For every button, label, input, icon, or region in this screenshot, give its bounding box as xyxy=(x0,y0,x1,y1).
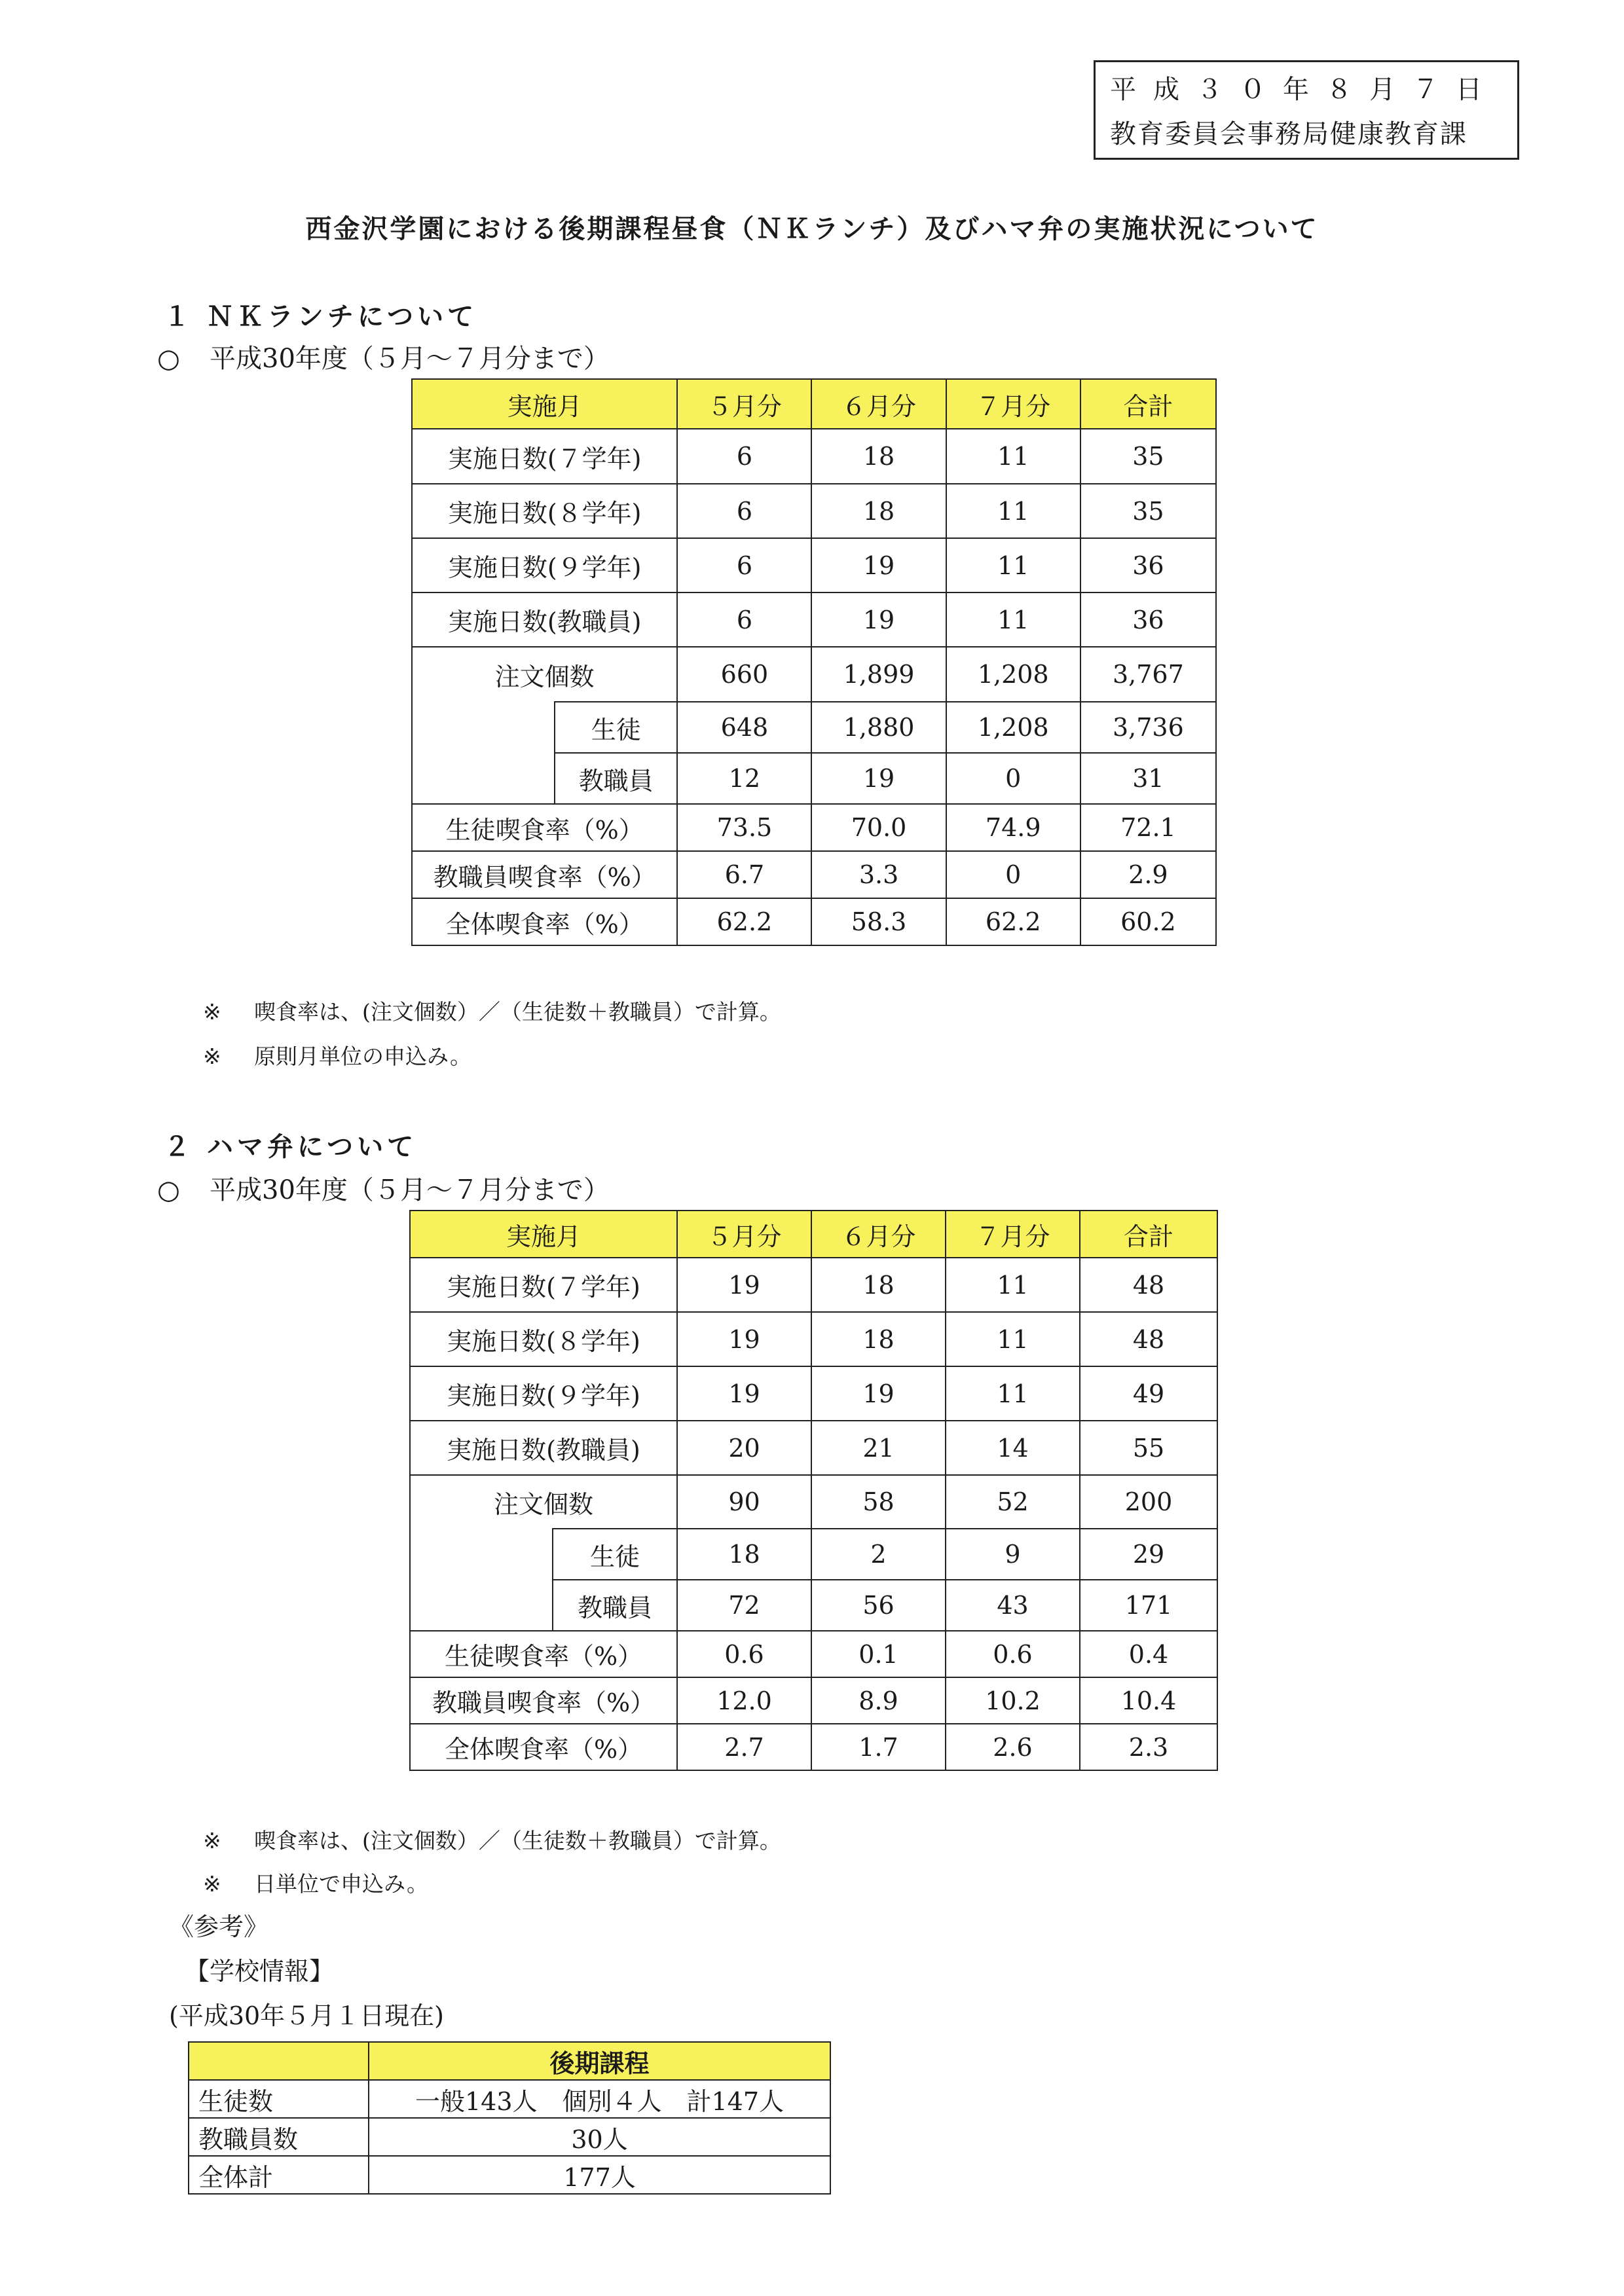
table-row xyxy=(189,2156,830,2194)
row-label: 生徒喫食率（%） xyxy=(412,804,677,851)
table-cell: 36 xyxy=(1080,538,1216,592)
header-cell: ７月分 xyxy=(946,1211,1080,1258)
row-label: 生徒 xyxy=(553,1529,677,1580)
row-label: 教職員数 xyxy=(189,2118,369,2156)
table-cell: 2.7 xyxy=(677,1724,811,1770)
row-label: 生徒 xyxy=(555,702,677,753)
row-label: 教職員 xyxy=(555,753,677,804)
row-label: 生徒数 xyxy=(189,2080,369,2118)
table-cell: 19 xyxy=(677,1366,811,1421)
table-cell: 2.9 xyxy=(1080,851,1216,898)
table-cell: 18 xyxy=(811,429,946,484)
date-box xyxy=(1094,60,1519,160)
table-cell: 49 xyxy=(1080,1366,1217,1421)
note-line xyxy=(203,995,781,1026)
table-cell: 0.4 xyxy=(1080,1631,1217,1677)
section2-period: 平成30年度（５月～７月分まで） xyxy=(210,1175,610,1205)
table-cell: 21 xyxy=(811,1421,946,1475)
header-cell: ６月分 xyxy=(811,1211,946,1258)
table-cell: 8.9 xyxy=(811,1677,946,1724)
table-cell: 73.5 xyxy=(677,804,811,851)
table-cell: 72 xyxy=(677,1580,811,1631)
table-cell: 36 xyxy=(1080,592,1216,647)
table-cell: 43 xyxy=(946,1580,1080,1631)
table-cell: 10.4 xyxy=(1080,1677,1217,1724)
table-cell: 11 xyxy=(946,1366,1080,1421)
row-label: 全体計 xyxy=(189,2156,369,2194)
row-label: 全体喫食率（%） xyxy=(410,1724,677,1770)
table-cell: 18 xyxy=(811,484,946,538)
row-label: 実施日数(８学年) xyxy=(410,1312,677,1366)
table-header-row xyxy=(412,379,1216,429)
table-cell: 19 xyxy=(811,538,946,592)
blank-cell xyxy=(410,1580,553,1631)
table-cell: 30人 xyxy=(369,2118,830,2156)
header-cell: 後期課程 xyxy=(369,2042,830,2080)
table-cell: 11 xyxy=(946,429,1080,484)
table-cell: 29 xyxy=(1080,1529,1217,1580)
as-of-date: (平成30年５月１日現在) xyxy=(169,2001,445,2030)
header-cell: ５月分 xyxy=(677,1211,811,1258)
note-text: 原則月単位の申込み。 xyxy=(254,1044,471,1069)
table-row xyxy=(412,484,1216,538)
row-label: 実施日数(９学年) xyxy=(412,538,677,592)
table-row xyxy=(189,2118,830,2156)
table-cell: 3.3 xyxy=(811,851,946,898)
table-cell: 48 xyxy=(1080,1312,1217,1366)
table-cell: 0 xyxy=(946,851,1080,898)
row-label: 実施日数(教職員) xyxy=(410,1421,677,1475)
table-row xyxy=(410,1312,1217,1366)
header-cell: 実施月 xyxy=(410,1211,677,1258)
blank-cell xyxy=(412,702,555,753)
table-cell: 0 xyxy=(946,753,1080,804)
table-cell: 19 xyxy=(811,1366,946,1421)
table-row xyxy=(410,1631,1217,1677)
table-cell: 18 xyxy=(811,1312,946,1366)
table-cell: 11 xyxy=(946,1258,1080,1312)
note-line xyxy=(203,1040,471,1070)
header-cell: 合計 xyxy=(1080,1211,1217,1258)
table-cell: 20 xyxy=(677,1421,811,1475)
row-label: 教職員喫食率（%） xyxy=(412,851,677,898)
note-line xyxy=(203,1867,428,1898)
blank-cell xyxy=(410,1529,553,1580)
header-cell: ６月分 xyxy=(811,379,946,429)
header-cell: ７月分 xyxy=(946,379,1080,429)
table-row xyxy=(410,1475,1217,1529)
table-cell: 1,208 xyxy=(946,702,1080,753)
table-cell: 18 xyxy=(811,1258,946,1312)
table-row xyxy=(410,1258,1217,1312)
table-cell: 6 xyxy=(677,592,811,647)
note-text: 喫食率は、(注文個数）／（生徒数＋教職員）で計算。 xyxy=(254,1828,781,1853)
row-label: 実施日数(７学年) xyxy=(412,429,677,484)
section1-heading: １ ＮＫランチについて xyxy=(164,302,478,332)
table-cell: 6 xyxy=(677,484,811,538)
table-cell: 18 xyxy=(677,1529,811,1580)
table-cell: 0.6 xyxy=(677,1631,811,1677)
row-label: 実施日数(７学年) xyxy=(410,1258,677,1312)
table-row xyxy=(412,753,1216,804)
table-cell: 19 xyxy=(811,753,946,804)
note-mark: ※ xyxy=(203,1044,221,1069)
table-cell: 19 xyxy=(677,1312,811,1366)
table-cell: 6 xyxy=(677,429,811,484)
table-cell: 0.1 xyxy=(811,1631,946,1677)
table-row xyxy=(412,804,1216,851)
table-header-row xyxy=(189,2042,830,2080)
table-row xyxy=(412,702,1216,753)
table-cell: 1,208 xyxy=(946,647,1080,702)
row-label: 教職員喫食率（%） xyxy=(410,1677,677,1724)
note-text: 日単位で申込み。 xyxy=(254,1871,428,1897)
nk-lunch-table xyxy=(411,378,1217,946)
bullet-circle: ○ xyxy=(157,1175,180,1205)
table-cell: 1,880 xyxy=(811,702,946,753)
table-cell: 11 xyxy=(946,538,1080,592)
table-cell: 6.7 xyxy=(677,851,811,898)
table-row xyxy=(189,2080,830,2118)
table-cell: 19 xyxy=(811,592,946,647)
reference-label: 《参考》 xyxy=(169,1912,269,1941)
row-label: 実施日数(教職員) xyxy=(412,592,677,647)
section2-period-line xyxy=(157,1169,610,1207)
note-line xyxy=(203,1824,781,1855)
table-cell: 1.7 xyxy=(811,1724,946,1770)
table-row xyxy=(410,1366,1217,1421)
table-cell: 62.2 xyxy=(946,898,1080,945)
section1-period-line xyxy=(157,338,610,375)
hama-ben-table xyxy=(409,1210,1218,1771)
table-cell: 11 xyxy=(946,484,1080,538)
row-label: 全体喫食率（%） xyxy=(412,898,677,945)
table-cell: 2.6 xyxy=(946,1724,1080,1770)
school-info-table xyxy=(188,2041,831,2195)
table-row xyxy=(412,647,1216,702)
table-cell: 62.2 xyxy=(677,898,811,945)
department-name: 教育委員会事務局健康教育課 xyxy=(1110,119,1467,149)
table-cell: 35 xyxy=(1080,429,1216,484)
table-cell: 1,899 xyxy=(811,647,946,702)
document-date: 平成３０年８月７日 xyxy=(1110,75,1499,105)
table-cell: 60.2 xyxy=(1080,898,1216,945)
row-label: 実施日数(８学年) xyxy=(412,484,677,538)
blank-cell xyxy=(189,2042,369,2080)
table-cell: 52 xyxy=(946,1475,1080,1529)
table-cell: 35 xyxy=(1080,484,1216,538)
table-cell: 11 xyxy=(946,592,1080,647)
table-cell: 0.6 xyxy=(946,1631,1080,1677)
row-label: 教職員 xyxy=(553,1580,677,1631)
table-cell: 55 xyxy=(1080,1421,1217,1475)
row-label: 注文個数 xyxy=(410,1475,677,1529)
table-cell: 12 xyxy=(677,753,811,804)
table-cell: 48 xyxy=(1080,1258,1217,1312)
header-cell: ５月分 xyxy=(677,379,811,429)
table-cell: 一般143人 個別４人 計147人 xyxy=(369,2080,830,2118)
table-cell: 9 xyxy=(946,1529,1080,1580)
header-cell: 実施月 xyxy=(412,379,677,429)
table-row xyxy=(412,429,1216,484)
row-label: 生徒喫食率（%） xyxy=(410,1631,677,1677)
section2-heading: ２ ハマ弁について xyxy=(164,1132,418,1162)
table-row xyxy=(410,1529,1217,1580)
table-row xyxy=(410,1580,1217,1631)
table-cell: 3,736 xyxy=(1080,702,1216,753)
table-cell: 56 xyxy=(811,1580,946,1631)
row-label: 実施日数(９学年) xyxy=(410,1366,677,1421)
table-row xyxy=(412,592,1216,647)
table-cell: 74.9 xyxy=(946,804,1080,851)
table-cell: 171 xyxy=(1080,1580,1217,1631)
table-cell: 12.0 xyxy=(677,1677,811,1724)
note-mark: ※ xyxy=(203,1828,221,1853)
table-row xyxy=(410,1677,1217,1724)
table-cell: 90 xyxy=(677,1475,811,1529)
table-cell: 11 xyxy=(946,1312,1080,1366)
table-cell: 6 xyxy=(677,538,811,592)
table-cell: 648 xyxy=(677,702,811,753)
school-info-heading: 【学校情報】 xyxy=(185,1957,335,1986)
blank-cell xyxy=(412,753,555,804)
table-row xyxy=(412,898,1216,945)
table-cell: 14 xyxy=(946,1421,1080,1475)
table-cell: 660 xyxy=(677,647,811,702)
table-cell: 31 xyxy=(1080,753,1216,804)
table-row xyxy=(412,538,1216,592)
table-cell: 200 xyxy=(1080,1475,1217,1529)
bullet-circle: ○ xyxy=(157,344,180,374)
note-text: 喫食率は、(注文個数）／（生徒数＋教職員）で計算。 xyxy=(254,999,781,1025)
header-cell: 合計 xyxy=(1080,379,1216,429)
table-row xyxy=(412,851,1216,898)
section1-period: 平成30年度（５月～７月分まで） xyxy=(210,344,610,374)
table-row xyxy=(410,1724,1217,1770)
table-cell: 2 xyxy=(811,1529,946,1580)
table-cell: 72.1 xyxy=(1080,804,1216,851)
table-cell: 177人 xyxy=(369,2156,830,2194)
table-cell: 58 xyxy=(811,1475,946,1529)
table-header-row xyxy=(410,1211,1217,1258)
table-cell: 70.0 xyxy=(811,804,946,851)
note-mark: ※ xyxy=(203,1871,221,1897)
table-row xyxy=(410,1421,1217,1475)
table-cell: 3,767 xyxy=(1080,647,1216,702)
table-cell: 19 xyxy=(677,1258,811,1312)
table-cell: 2.3 xyxy=(1080,1724,1217,1770)
row-label: 注文個数 xyxy=(412,647,677,702)
document-title: 西金沢学園における後期課程昼食（ＮＫランチ）及びハマ弁の実施状況について xyxy=(305,214,1319,244)
table-cell: 58.3 xyxy=(811,898,946,945)
note-mark: ※ xyxy=(203,999,221,1025)
table-cell: 10.2 xyxy=(946,1677,1080,1724)
